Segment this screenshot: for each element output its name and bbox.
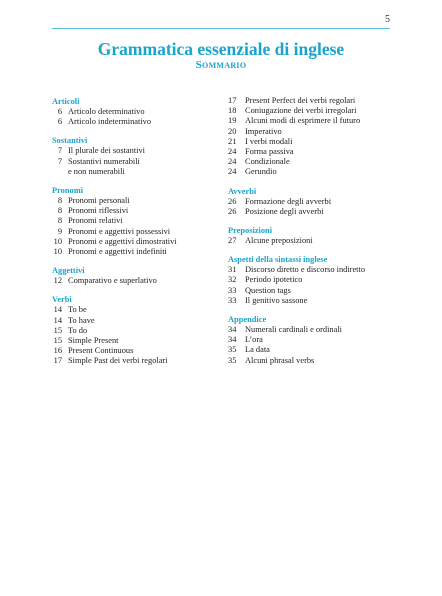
toc-entry-label: Imperativo <box>245 126 282 136</box>
toc-entry <box>228 207 398 217</box>
toc-entry <box>52 237 217 247</box>
toc-entry <box>52 326 217 336</box>
toc-entry-label: Condizionale <box>245 157 290 167</box>
toc-entry <box>52 167 217 177</box>
toc-entry <box>228 325 398 335</box>
toc-entry <box>52 206 217 216</box>
toc-entry-label: Present Perfect dei verbi regolari <box>245 96 356 105</box>
toc-entry <box>52 356 217 366</box>
toc-section <box>52 185 217 257</box>
toc-section <box>52 265 217 286</box>
toc-entry-page-number: 9 <box>57 226 62 236</box>
header-rule <box>52 28 390 29</box>
toc-entry <box>52 107 217 117</box>
toc-entry-page-number: 33 <box>228 295 237 305</box>
toc-entry-page-number: 12 <box>53 276 62 286</box>
section-heading: Aspetti della sintassi inglese <box>228 255 328 265</box>
toc-entry-page-number: 26 <box>228 206 237 216</box>
toc-entry-label: Pronomi e aggettivi dimostrativi <box>68 236 177 246</box>
toc-entry <box>228 106 398 116</box>
toc-entry-page-number: 15 <box>53 325 62 335</box>
toc-entry-label: Periodo ipotetico <box>245 275 303 285</box>
toc-section <box>228 96 398 178</box>
toc-entry-page-number: 24 <box>228 147 237 157</box>
toc-entry-page-number: 10 <box>53 247 62 257</box>
toc-entry <box>228 197 398 207</box>
toc-entry-page-number: 26 <box>228 196 237 206</box>
toc-entry-page-number: 21 <box>228 136 237 146</box>
toc-entry <box>228 137 398 147</box>
toc-entry <box>52 336 217 346</box>
toc-entry-page-number: 24 <box>228 157 237 167</box>
page-title: Grammatica essenziale di inglese <box>97 39 345 59</box>
toc-entry <box>228 116 398 126</box>
toc-entry-page-number <box>52 167 62 177</box>
toc-right-column <box>228 96 398 374</box>
toc-entry-page-number: 6 <box>57 107 62 116</box>
toc-entry-label: Pronomi relativi <box>68 216 123 226</box>
toc-entry-page-number: 33 <box>228 285 237 295</box>
toc-entry <box>228 296 398 306</box>
section-heading: Preposizioni <box>228 226 273 236</box>
section-heading: Verbi <box>52 295 72 305</box>
toc-entry <box>228 127 398 137</box>
toc-entry <box>52 247 217 257</box>
toc-entry <box>228 345 398 355</box>
toc-entry <box>228 236 398 246</box>
toc-entry <box>228 147 398 157</box>
toc-entry <box>228 96 398 106</box>
toc-entry-label: Gerundio <box>245 167 277 177</box>
toc-section <box>52 135 217 177</box>
section-heading: Pronomi <box>52 186 84 196</box>
toc-entry-label: Simple Present <box>68 336 119 346</box>
toc-entry-page-number: 7 <box>57 146 62 156</box>
toc-entry-page-number: 24 <box>228 167 237 177</box>
toc-entry-label: Pronomi personali <box>68 196 130 206</box>
toc-entry-page-number: 14 <box>53 315 62 325</box>
toc-entry-label: To do <box>68 325 88 335</box>
section-heading: Articoli <box>52 97 80 106</box>
toc-entry-page-number: 8 <box>57 216 62 226</box>
toc-entry <box>52 305 217 315</box>
toc-entry <box>52 196 217 206</box>
toc-section <box>228 314 398 366</box>
toc-entry <box>52 146 217 156</box>
toc-entry-page-number: 17 <box>228 96 237 105</box>
toc-entry-label: Alcuni modi di esprimere il futuro <box>245 116 361 126</box>
toc-entry <box>228 286 398 296</box>
toc-entry-page-number: 17 <box>53 356 62 366</box>
toc-entry <box>228 167 398 177</box>
toc-entry-label: Pronomi riflessivi <box>68 206 129 216</box>
section-heading: Aggettivi <box>52 266 85 276</box>
toc-left-column <box>52 96 217 375</box>
toc-entry-label: Discorso diretto e discorso indiretto <box>245 265 366 275</box>
toc-entry-label: Articolo indeterminativo <box>68 117 152 127</box>
toc-entry <box>52 316 217 326</box>
toc-entry-page-number: 34 <box>228 325 237 335</box>
toc-section <box>228 186 398 217</box>
toc-entry-label: Formazione degli avverbi <box>245 196 332 206</box>
toc-entry <box>228 157 398 167</box>
toc-entry <box>52 216 217 226</box>
toc-entry-page-number: 8 <box>57 206 62 216</box>
toc-entry-page-number: 27 <box>228 236 237 246</box>
toc-entry-label: To have <box>68 315 95 325</box>
toc-entry-page-number: 20 <box>228 126 237 136</box>
page-subtitle: Sommario <box>195 59 247 71</box>
toc-entry-page-number: 31 <box>228 265 237 275</box>
toc-entry-label: I verbi modali <box>245 136 293 146</box>
toc-entry-page-number: 7 <box>57 156 62 166</box>
toc-entry-label: La data <box>245 345 270 355</box>
toc-entry-label: Comparativo e superlativo <box>68 276 157 286</box>
section-heading: Sostantivi <box>52 136 88 146</box>
toc-entry-page-number: 19 <box>228 116 237 126</box>
toc-entry-label: Coniugazione dei verbi irregolari <box>245 106 357 116</box>
toc-entry-label: Il plurale dei sostantivi <box>68 146 145 156</box>
toc-entry <box>52 157 217 167</box>
toc-entry <box>52 276 217 286</box>
toc-entry <box>228 335 398 345</box>
toc-entry-page-number: 14 <box>53 305 62 315</box>
toc-entry-label: Alcune preposizioni <box>245 236 313 246</box>
toc-entry-label: Pronomi e aggettivi possessivi <box>68 226 171 236</box>
toc-entry-label: Present Continuous <box>68 346 134 356</box>
toc-entry <box>52 346 217 356</box>
toc-entry-label: Question tags <box>245 285 291 295</box>
toc-entry-label: Sostantivi numerabili <box>68 156 140 166</box>
toc-entry-page-number: 6 <box>57 117 62 127</box>
toc-entry-label: Il genitivo sassone <box>245 295 308 305</box>
toc-entry-page-number: 34 <box>228 335 237 345</box>
toc-entry-label: Posizione degli avverbi <box>245 206 324 216</box>
toc-entry-label: To be <box>68 305 87 315</box>
toc-entry <box>52 227 217 237</box>
toc-entry-label: e non numerabili <box>68 166 125 176</box>
toc-entry-label: L’ora <box>245 335 263 345</box>
toc-section <box>52 96 217 127</box>
section-heading: Avverbi <box>228 186 257 196</box>
toc-section <box>52 294 217 366</box>
toc-entry-page-number: 15 <box>53 336 62 346</box>
toc-entry-label: Forma passiva <box>245 147 294 157</box>
toc-entry-page-number: 35 <box>228 345 237 355</box>
toc-entry <box>52 117 217 127</box>
toc-entry-page-number: 35 <box>228 355 237 365</box>
toc-entry-label: Articolo determinativo <box>68 107 145 116</box>
toc-entry <box>228 356 398 366</box>
toc-entry <box>228 275 398 285</box>
toc-entry-page-number: 18 <box>228 106 237 116</box>
toc-entry <box>228 265 398 275</box>
toc-section <box>228 254 398 306</box>
toc-entry-label: Alcuni phrasal verbs <box>245 355 315 365</box>
section-heading: Appendice <box>228 315 267 325</box>
page-number: 5 <box>385 14 390 25</box>
toc-entry-page-number: 8 <box>57 196 62 206</box>
toc-entry-page-number: 16 <box>53 346 62 356</box>
toc-entry-page-number: 10 <box>53 236 62 246</box>
toc-entry-label: Simple Past dei verbi regolari <box>68 356 168 366</box>
toc-section <box>228 225 398 246</box>
toc-entry-page-number: 32 <box>228 275 237 285</box>
toc-entry-label: Numerali cardinali e ordinali <box>245 325 342 335</box>
toc-entry-label: Pronomi e aggettivi indefiniti <box>68 247 167 257</box>
